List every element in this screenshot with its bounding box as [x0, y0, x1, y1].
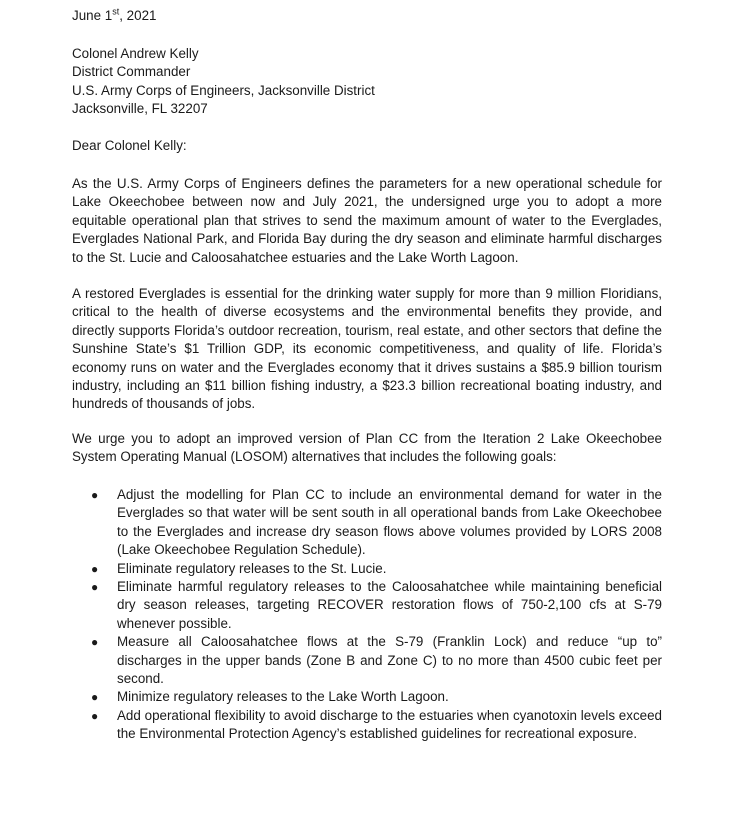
bullet-icon: ●	[91, 690, 99, 705]
date-month-day: June 1	[72, 8, 113, 23]
list-item	[72, 560, 662, 578]
bullet-icon: ●	[91, 708, 99, 723]
list-item	[72, 578, 662, 633]
list-item	[72, 688, 662, 706]
bullet-icon: ●	[91, 488, 99, 502]
bullet-icon: ●	[91, 635, 99, 650]
list-item	[72, 707, 662, 744]
goal-text: Eliminate regulatory releases to the St. Lucie.	[117, 560, 387, 576]
date-year: , 2021	[119, 8, 157, 23]
date-ordinal: st	[112, 6, 120, 17]
goals-list	[72, 486, 662, 744]
recipient-organization: U.S. Army Corps of Engineers, Jacksonville District	[72, 82, 375, 98]
recipient-address	[72, 45, 662, 119]
letter-date	[72, 7, 662, 25]
goal-text: Minimize regulatory releases to the Lake Worth Lagoon.	[117, 689, 449, 705]
paragraph-intro: As the U.S. Army Corps of Engineers defines the parameters for a new operational schedule for Lake Okeechobee between now and July 2021, the undersigned urge you to adopt a more equitable operational plan that strives to send the maximum amount of water to the Everglades, Everglades National Park, and Florida Bay during the dry season and eliminate harmful discharges to the St. Lucie and Caloosahatchee estuaries and the Lake Worth Lagoon.	[72, 176, 662, 265]
paragraph-economy: A restored Everglades is essential for the drinking water supply for more than 9 million Floridians, critical to the health of diverse ecosystems and the environmental benefits they provide, and directly supports Florida’s outdoor recreation, tourism, real estate, and other sectors that define the Sunshine State’s $1 Trillion GDP, its economic competitiveness, and quality of life. Florida’s economy runs on water and the Everglades economy that it drives sustains a $85.9 billion tourism industry, including an $11 billion fishing industry, a $23.3 billion recreational boating industry, and hundreds of thousands of jobs.	[72, 286, 662, 412]
recipient-city-state-zip: Jacksonville, FL 32207	[72, 101, 208, 117]
goal-text: Adjust the modelling for Plan CC to include an environmental demand for water in the Everglades so that water will be sent south in all operational bands from Lake Okeechobee to the Everglades and increase dry season flows above volumes provided by LORS 2008 (Lake Okeechobee Regulation Schedule).	[117, 487, 662, 558]
goal-text: Measure all Caloosahatchee flows at the S-79 (Franklin Lock) and reduce “up to” discharges in the upper bands (Zone B and Zone C) to no more than 4500 cubic feet per second.	[117, 634, 662, 687]
goal-text: Add operational flexibility to avoid discharge to the estuaries when cyanotoxin levels exceed the Environmental Protection Agency’s established guidelines for recreational exposure.	[117, 707, 662, 742]
bullet-icon: ●	[91, 561, 99, 576]
recipient-name: Colonel Andrew Kelly	[72, 46, 199, 61]
list-item	[72, 633, 662, 688]
list-item	[72, 486, 662, 560]
recipient-title: District Commander	[72, 64, 191, 80]
paragraph-request: We urge you to adopt an improved version of Plan CC from the Iteration 2 Lake Okeechobee System Operating Manual (LOSOM) alternatives that includes the following goals:	[72, 431, 662, 465]
bullet-icon: ●	[91, 580, 99, 595]
goal-text: Eliminate harmful regulatory releases to the Caloosahatchee while maintaining beneficial dry season releases, targeting RECOVER restoration flows of 750-2,100 cfs at S-79 whenever possible.	[117, 579, 662, 631]
salutation: Dear Colonel Kelly:	[72, 138, 187, 153]
